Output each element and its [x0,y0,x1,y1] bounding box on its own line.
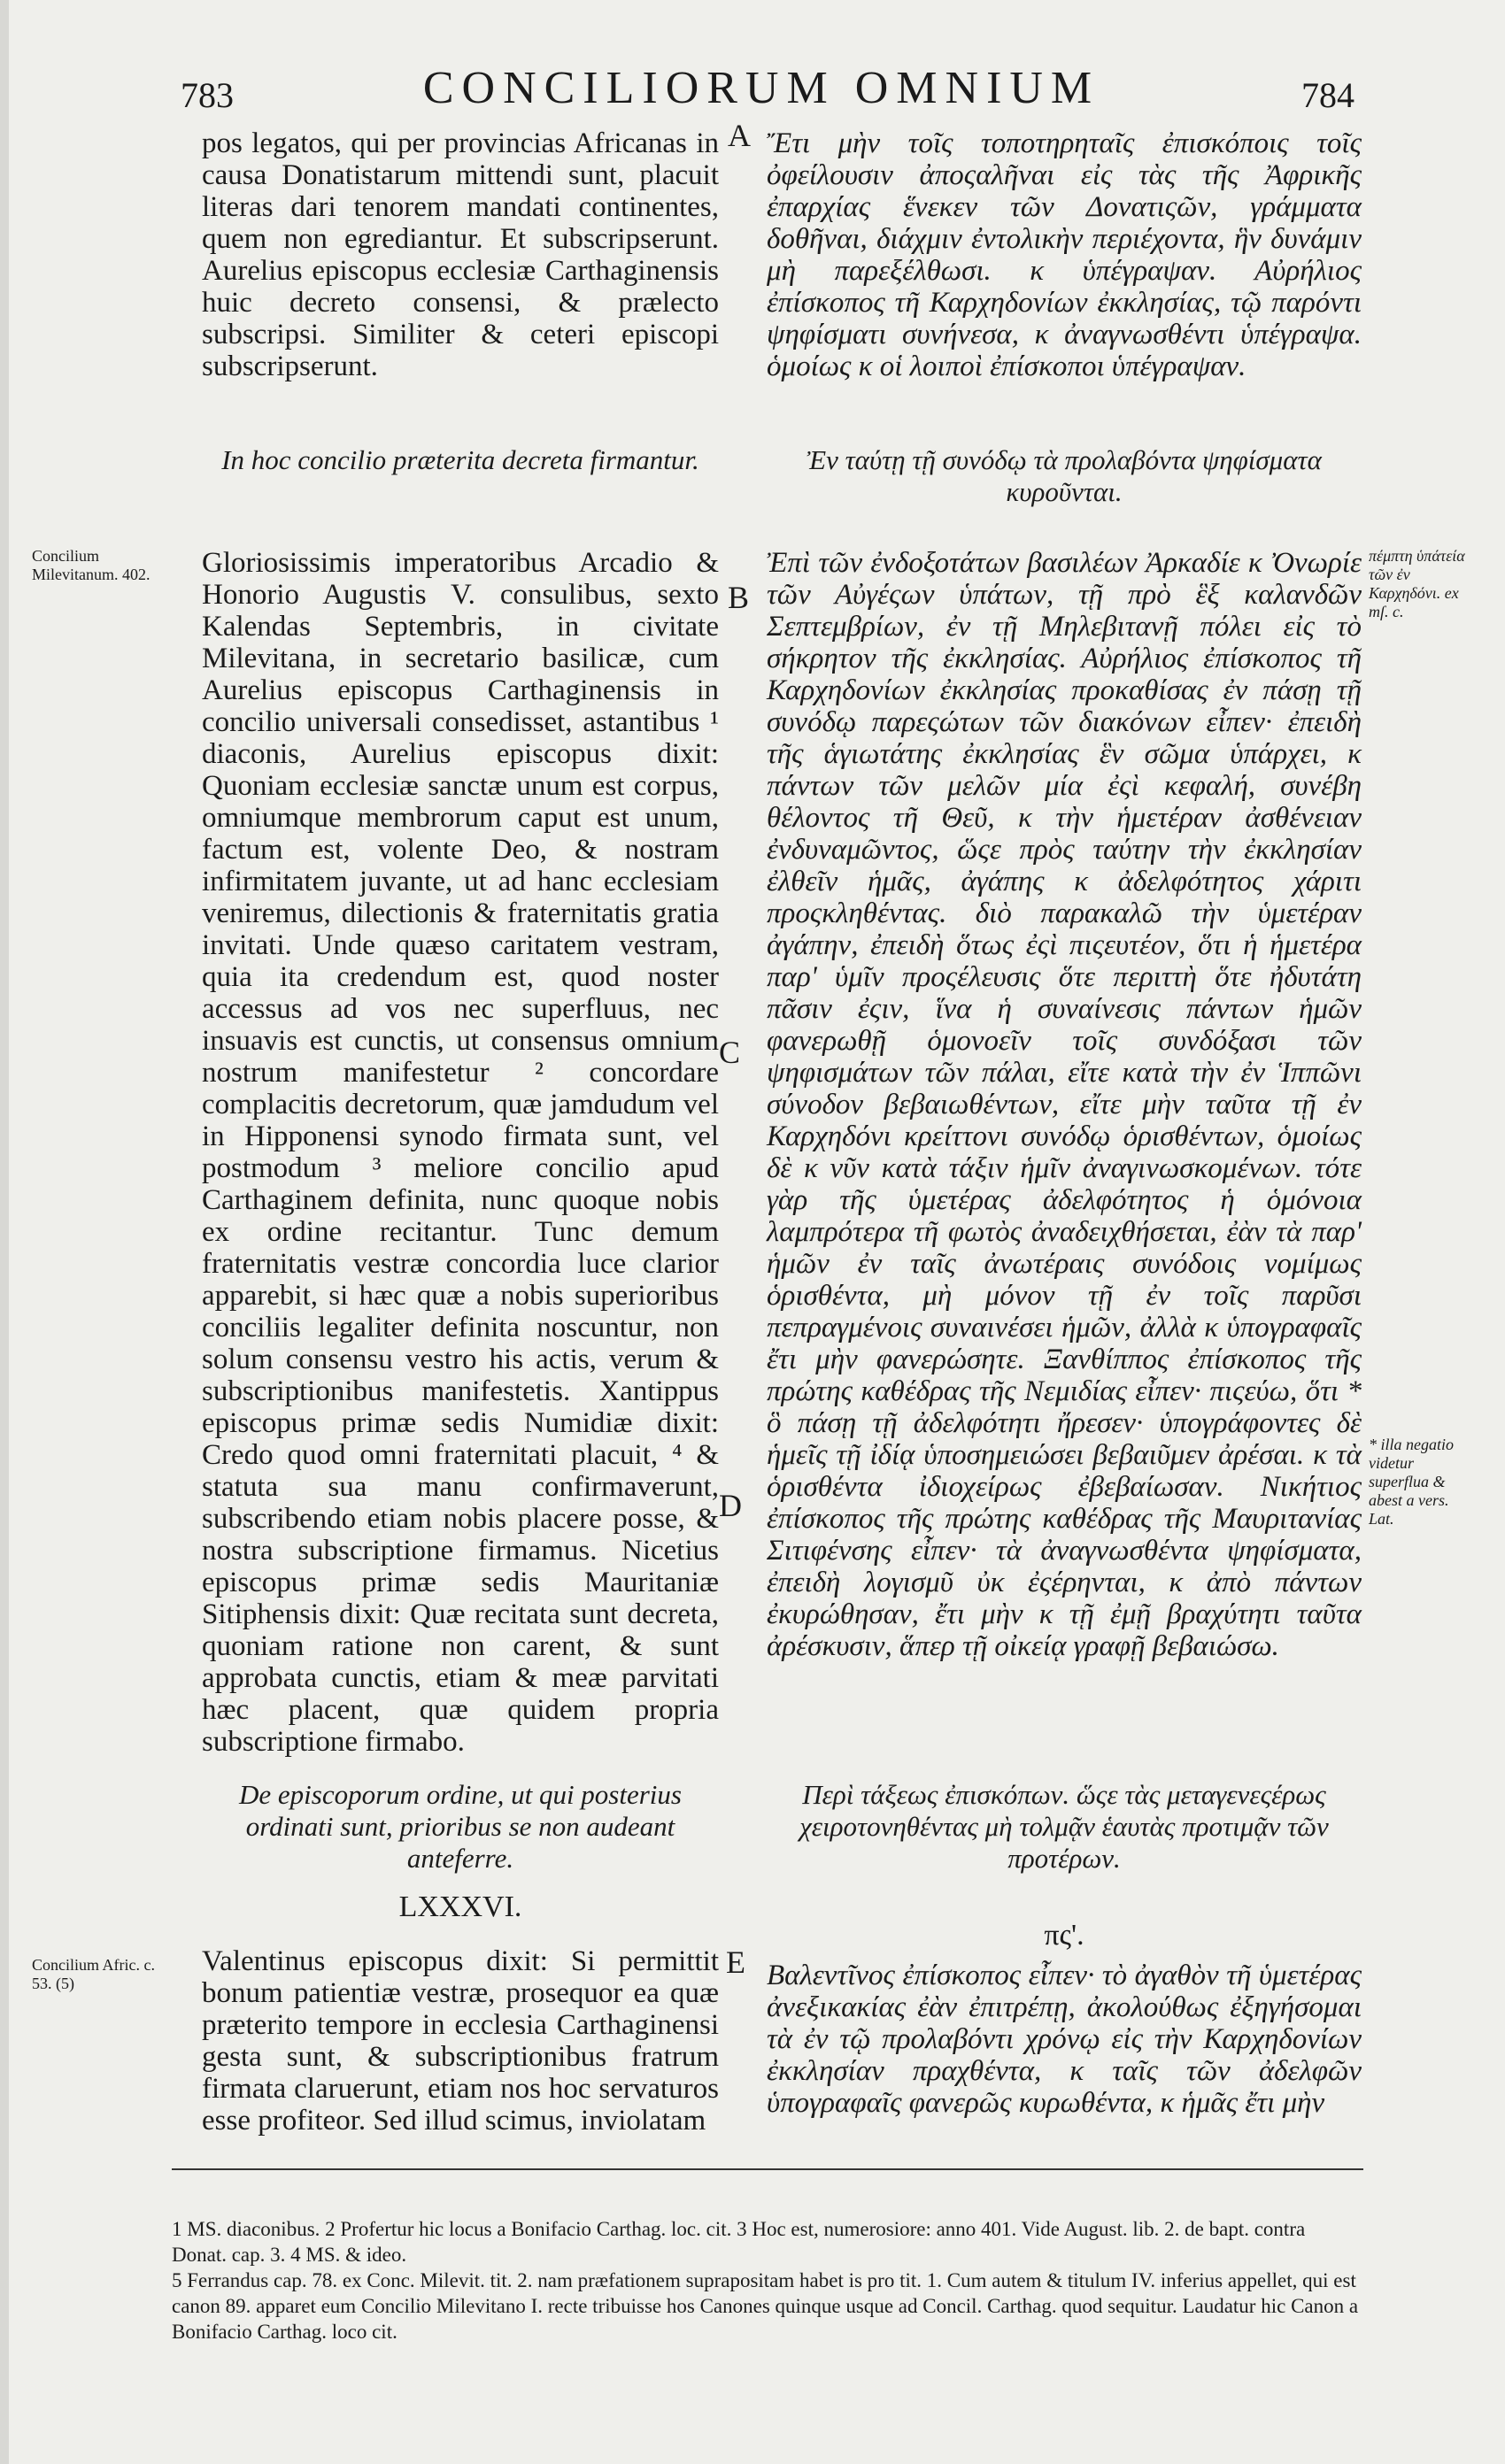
greek-body-paragraph [767,547,1362,1662]
left-margin-note-afric: Concilium Afric. c. 53. (5) [32,1956,155,1992]
latin-heading-decrees: In hoc concilio præterita decreta firmantur. [221,444,699,475]
right-margin-note-consul: πέμπτη ὑπάτεία τῶν ἐν Καρχηδόνι. ex mſ. c. [1369,547,1465,620]
section-letter-a: A [728,118,751,153]
section-letter-d: D [719,1488,742,1523]
page-number-left: 783 [181,75,234,115]
section-letter-e: E [726,1944,745,1980]
greek-final-text: Βαλεντῖνος ἐπίσκοπος εἶπεν· τὸ ἀγαθὸν τῆ ὑμετέρας ἀνεξικακίας ἐὰν ἐπιτρέπῃ, ἀκολούθως ἐξηγήσομαι τὰ ἐν τῷ προλαβόντι χρόνῳ εἰς τὴν Καρχηδονίων ἐκκλησίαν πραχθέντα, κ ταῖς τῶν ἀδελφῶν ὑπογραφαῖς φανερῶς κυρωθέντα, κ ἡμᾶς ἔτι μὴν [767,1960,1362,2119]
greek-canon-number: πς'. [1044,1919,1084,1952]
page-gutter-shadow [0,0,9,2464]
section-letter-c: C [719,1035,741,1070]
latin-heading-bishops-order: De episcoporum ordine, ut qui posterius ordinati sunt, prioribus se non audeant anteferre. [239,1779,682,1874]
footnote-rule [172,2168,1363,2170]
running-head [168,62,1354,124]
greek-final-paragraph [767,1960,1362,2119]
footnote-line-2: 5 Ferrandus cap. 78. ex Conc. Milevit. tit. 2. nam præfationem suprapositam habet is pro tit. 1. Cum autem & titulum IV. inferius appellet, qui est canon 89. apparet eum Concilio Milevitano I. recte tribuisse hos Canones quinque usque ad Concil. Carthag. quod sequitur. Laudatur hic Canon a Bonifacio Carthag. loco cit. [172,2269,1359,2343]
latin-final-text: Valentinus episcopus dixit: Si permittit bonum patientiæ vestræ, prosequor ea quæ præterito tempore in ecclesia Carthaginensi gesta sunt, & subscriptionibus fratrum firmata claruerunt, etiam nos hoc servaturos esse profiteor. Sed illud scimus, inviolatam [202,1945,719,2137]
latin-final-paragraph [202,1945,719,2137]
footnote-line-1: 1 MS. diaconibus. 2 Profertur hic locus a Bonifacio Carthag. loc. cit. 3 Hoc est, numerosiore: anno 401. Vide August. lib. 2. de bapt. contra Donat. cap. 3. 4 MS. & ideo. [172,2218,1306,2266]
left-margin-note-milevitanum: Concilium Milevitanum. 402. [32,547,150,583]
section-letter-b: B [728,580,750,615]
latin-canon-number: LXXXVI. [398,1890,522,1923]
latin-body-text: Gloriosissimis imperatoribus Arcadio & Honorio Augustis V. consulibus, sexto Kalendas Septembris, in civitate Milevitana, in secretario basilicæ, cum Aurelius episcopus Carthaginensis in concilio universali consedisset, astantibus ¹ diaconis, Aurelius episcopus dixit: Quoniam ecclesiæ sanctæ unum est corpus, omniumque membrorum caput est unum, factum est, volente Deo, & nostram infirmitatem juvante, ut ad hanc ecclesiam veniremus, dilectionis & fraternitatis gratia invitati. Unde quæso caritatem vestram, quia ita credendum est, quod noster accessus ad vos nec superfluus, nec insuavis est cunctis, ut consensus omnium nostrum manifestetur ² concordare complacitis decretorum, quæ jamdudum vel in Hipponensi synodo firmata sunt, vel postmodum ³ meliore concilio apud Carthaginem definita, nunc quoque nobis ex ordine recitantur. Tunc demum fraternitatis vestræ concordia luce clarior apparebit, si hæc quæ a nobis superioribus conciliis legaliter definita noscuntur, non solum consensu vestro his actis, verum & subscriptionibus manifestetis. Xantippus episcopus primæ sedis Numidiæ dixit: Credo quod omni fraternitati placuit, ⁴ & statuta sua manu confirmaverunt, subscribendo etiam nobis placere posse, & nostra subscriptione firmamus. Nicetius episcopus primæ sedis Mauritaniæ Sitiphensis dixit: Quæ recitata sunt decreta, quoniam ratione non carent, & sunt approbata cunctis, etiam & meæ parvitati hæc placent, quæ quidem propria subscriptione firmabo. [202,547,719,1758]
greek-intro-text: Ἔτι μὴν τοῖς τοποτηρηταῖς ἐπισκόποις τοῖς ὀφείλουσιν ἀποςαλῆναι εἰς τὰς τῆς Ἀφρικῆς ἐπαρχίας ἕνεκεν τῶν Δονατιςῶν, γράμματα δοθῆναι, διάχμιν ἐντολικὴν περιέχοντα, ἣν δυνάμιν μὴ παρεξέλθωσι. κ ὑπέγραψαν. Αὐρήλιος ἐπίσκοπος τῆ Καρχηδονίων ἐκκλησίας, τῷ παρόντι ψηφίσματι συνήνεσα, κ ἀναγνωσθέντι ὑπέγραψα. ὁμοίως κ οἱ λοιποὶ ἐπίσκοποι ὑπέγραψαν. [767,127,1362,382]
latin-intro-paragraph [202,127,719,382]
latin-intro-text: pos legatos, qui per provincias Africanas in causa Donatistarum mittendi sunt, placuit literas dari tenorem mandati continentes, quem non egrediantur. Et subscripserunt. Aurelius episcopus ecclesiæ Carthaginensis huic decreto consensi, & prælecto subscripsi. Similiter & ceteri episcopi subscripserunt. [202,127,719,382]
right-margin-note-negatio: * illa negatio videtur superflua & abest a vers. Lat. [1369,1436,1454,1528]
greek-intro-paragraph [767,127,1362,382]
greek-body-text: Ἐπὶ τῶν ἐνδοξοτάτων βασιλέων Ἀρκαδίε κ Ὀνωρίε τῶν Αὐγέςων ὑπάτων, τῇ πρὸ ἓξ καλανδῶν Σεπτεμβρίων, ἐν τῇ Μηλεβιτανῇ πόλει εἰς τὸ σήκρητον τῆς ἐκκλησίας. Αὐρήλιος ἐπίσκοπος τῆ Καρχηδονίων ἐκκλησίας προκαθίσας ἐν πάσῃ τῇ συνόδῳ παρεςώτων τῶν διακόνων εἶπεν· ἐπειδὴ τῆς ἁγιωτάτης ἐκκλησίας ἓν σῶμα ὑπάρχει, κ πάντων τῶν μελῶν μία ἐςὶ κεφαλή, συνέβη θέλοντος τῆ Θεῦ, κ τὴν ἡμετέραν ἀσθένειαν ἐνδυναμῶντος, ὥςε πρὸς ταύτην τὴν ἐκκλησίαν ἐλθεῖν ἡμᾶς, ἀγάπης κ ἀδελφότητος χάριτι προςκληθέντας. διὸ παρακαλῶ τὴν ὑμετέραν ἀγάπην, ἐπειδὴ ὅτως ἐςὶ πιςευτέον, ὅτι ἡ ἡμετέρα παρ' ὑμῖν προςέλευσις ὅτε περιττὴ ὅτε ἠδυτάτη πᾶσιν ἐςιν, ἵνα ἡ συναίνεσις πάντων ἡμῶν φανερωθῇ ὁμονοεῖν τοῖς συνδόξασι τῶν ψηφισμάτων τῶν πάλαι, εἴτε κατὰ τὴν ἐν Ἱππῶνι σύνοδον βεβαιωθέντων, εἴτε μὴν ταῦτα τῇ ἐν Καρχηδόνι κρείττονι συνόδῳ ὁρισθέντων, ὁμοίως δὲ κ νῦν κατὰ τάξιν ἡμῖν ἀναγινωσκομένων. τότε γὰρ τῆς ὑμετέρας ἀδελφότητος ἡ ὁμόνοια λαμπρότερα τῆ φωτὸς ἀναδειχθήσεται, ἐὰν τὰ παρ' ἡμῶν ἐν ταῖς ἀνωτέραις συνόδοις νομίμως ὁρισθέντα, μὴ μόνον τῇ ἐν τοῖς παρῦσι πεπραγμένοις συναινέσει ἡμῶν, ἀλλὰ κ ὑπογραφαῖς ἔτι μὴν φανερώσητε. Ξανθίππος ἐπίσκοπος τῆς πρώτης καθέδρας τῆς Νεμιδίας εἶπεν· πιςεύω, ὅτι * ὃ πάσῃ τῇ ἀδελφότητι ἤρεσεν· ὑπογράφοντες δὲ ἡμεῖς τῇ ἰδίᾳ ὑποσημειώσει βεβαιῦμεν ἀρέσαι. κ τὰ ὁρισθέντα ἰδιοχείρως ἐβεβαίωσαν. Νικήτιος ἐπίσκοπος τῆς πρώτης καθέδρας τῆς Μαυριτανίας Σιτιφένσης εἶπεν· τὰ ἀναγνωσθέντα ψηφίσματα, ἐπειδὴ λογισμῦ ὐκ ἐςέρηνται, κ ἀπὸ πάντων ἐκυρώθησαν, ἔτι μὴν κ τῇ ἐμῇ βραχύτητι ταῦτα ἀρέσκυσιν, ἅπερ τῇ οἰκείᾳ γραφῇ βεβαιώσω. [767,547,1362,1662]
page-number-right: 784 [1301,75,1354,115]
latin-body-paragraph [202,547,719,1758]
greek-heading-bishops-order: Περὶ τάξεως ἐπισκόπων. ὥςε τὰς μεταγενεςέρως χειροτονηθέντας μὴ τολμᾷν ἑαυτὰς προτιμᾷν τῶν προτέρων. [799,1779,1329,1874]
greek-heading-decrees: Ἐν ταύτῃ τῇ συνόδῳ τὰ προλαβόντα ψηφίσματα κυροῦνται. [807,444,1322,507]
running-title: CONCILIORUM OMNIUM [422,63,1100,113]
footnotes [172,2216,1363,2345]
